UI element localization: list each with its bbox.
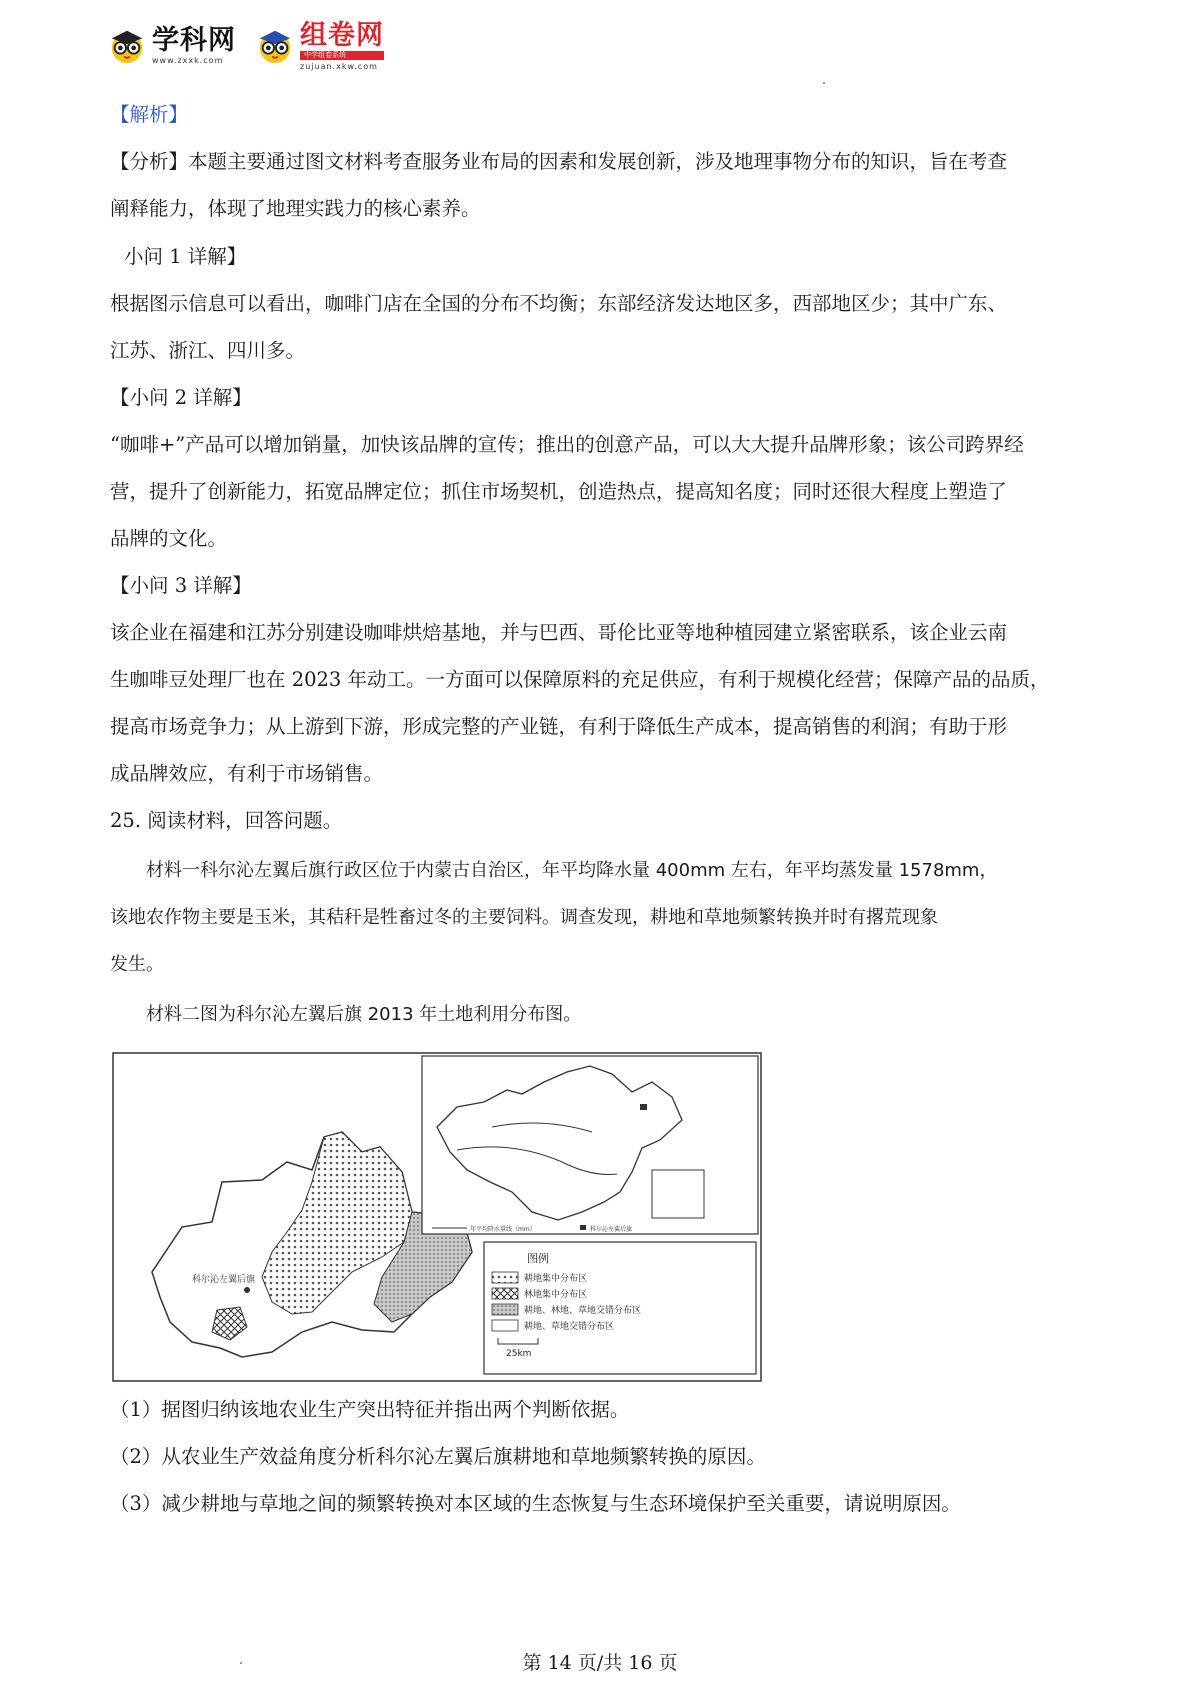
q25-sub3: （3）减少耕地与草地之间的频繁转换对本区域的生态恢复与生态环境保护至关重要，请说明原因。	[110, 1492, 961, 1515]
inset-place-marker	[640, 1104, 647, 1110]
q25-heading: 25. 阅读材料，回答问题。	[110, 809, 343, 832]
legend-swatch-crop-grass	[492, 1320, 518, 1331]
q3-line1: 该企业在福建和江苏分别建设咖啡烘焙基地，并与巴西、哥伦比亚等地种植园建立紧密联系，该企业云南	[110, 621, 1008, 644]
inset-legend-place-label: 科尔沁左翼后旗	[590, 1226, 633, 1233]
header-logos	[108, 19, 384, 71]
zxxk-logo-text: 学科网	[152, 25, 236, 56]
legend-title: 图例	[527, 1252, 549, 1265]
inset-legend-place-icon	[580, 1225, 586, 1230]
page-number: 第 14 页/共 16 页	[522, 1652, 678, 1674]
q1-line2: 江苏、浙江、四川多。	[110, 339, 306, 362]
q25-sub1: （1）据图归纳该地农业生产突出特征并指出两个判断依据。	[110, 1398, 630, 1421]
q2-line2: 营，提升了创新能力，拓宽品牌定位；抓住市场契机，创造热点，提高知名度；同时还很大程度上塑造了	[110, 480, 1008, 503]
analysis-fenxi-line2: 阐释能力，体现了地理实践力的核心素养。	[110, 197, 481, 220]
scan-speck	[823, 82, 825, 84]
zujuan-url: zujuan.xkw.com	[300, 61, 378, 71]
q1-heading: 小问 1 详解】	[124, 245, 247, 268]
legend-item: 林地集中分布区	[524, 1290, 588, 1300]
zxxk-url: www.zxxk.com	[152, 56, 224, 65]
q2-line3: 品牌的文化。	[110, 527, 228, 550]
material2-line: 材料二图为科尔沁左翼后旗 2013 年土地利用分布图。	[146, 1004, 582, 1025]
material1-line3: 发生。	[110, 954, 164, 975]
inset-legend-line-label: 年平均降水量线（mm）	[470, 1226, 536, 1233]
legend-swatch-forest	[492, 1288, 518, 1299]
legend-item: 耕地、林地、草地交错分布区	[524, 1306, 642, 1316]
q3-line2: 生咖啡豆处理厂也在 2023 年动工。一方面可以保障原料的充足供应，有利于规模化经营；保障产品的品质，	[110, 668, 1050, 691]
south-sea-inset	[652, 1170, 704, 1218]
q2-line1: “咖啡+”产品可以增加销量，加快该品牌的宣传；推出的创意产品，可以大大提升品牌形象；该公司跨界经	[110, 433, 1024, 456]
legend-item: 耕地、草地交错分布区	[524, 1322, 615, 1332]
q25-sub2: （2）从农业生产效益角度分析科尔沁左翼后旗耕地和草地频繁转换的原因。	[110, 1445, 766, 1468]
zujuan-tagline: 中学组卷系统	[300, 51, 384, 60]
legend-swatch-mixed	[492, 1304, 518, 1315]
land-use-map	[112, 1052, 762, 1382]
q2-heading: 【小问 2 详解】	[110, 386, 252, 409]
zujuan-logo[interactable]	[256, 19, 384, 71]
zujuan-logo-text: 组卷网	[300, 19, 384, 51]
material1-line2: 该地农作物主要是玉米，其秸秆是牲畜过冬的主要饲料。调查发现，耕地和草地频繁转换并时有撂荒现象	[110, 907, 938, 928]
legend-item: 耕地集中分布区	[524, 1274, 588, 1284]
town-marker	[244, 1287, 250, 1293]
q1-line1: 根据图示信息可以看出，咖啡门店在全国的分布不均衡；东部经济发达地区多，西部地区少；其中广东、	[110, 292, 1008, 315]
analysis-fenxi-line1: 【分析】本题主要通过图文材料考查服务业布局的因素和发展创新，涉及地理事物分布的知识，旨在考查	[110, 150, 1008, 173]
owl-mascot-icon	[256, 27, 294, 65]
q3-line3: 提高市场竞争力；从上游到下游，形成完整的产业链，有利于降低生产成本，提高销售的利润；有助于形	[110, 715, 1008, 738]
place-label: 科尔沁左翼后旗	[192, 1275, 256, 1285]
owl-mascot-icon	[108, 27, 146, 65]
legend-swatch-cropland	[492, 1272, 518, 1283]
scale-label: 25km	[506, 1349, 532, 1359]
material1-line1: 材料一科尔沁左翼后旗行政区位于内蒙古自治区，年平均降水量 400mm 左右，年平均蒸发量 1578mm，	[146, 860, 998, 881]
q3-heading: 【小问 3 详解】	[110, 574, 252, 597]
land-use-map-figure	[112, 1052, 762, 1382]
zxxk-logo[interactable]	[108, 27, 236, 65]
q3-line4: 成品牌效应，有利于市场销售。	[110, 762, 384, 785]
analysis-title: 【解析】	[110, 103, 189, 126]
